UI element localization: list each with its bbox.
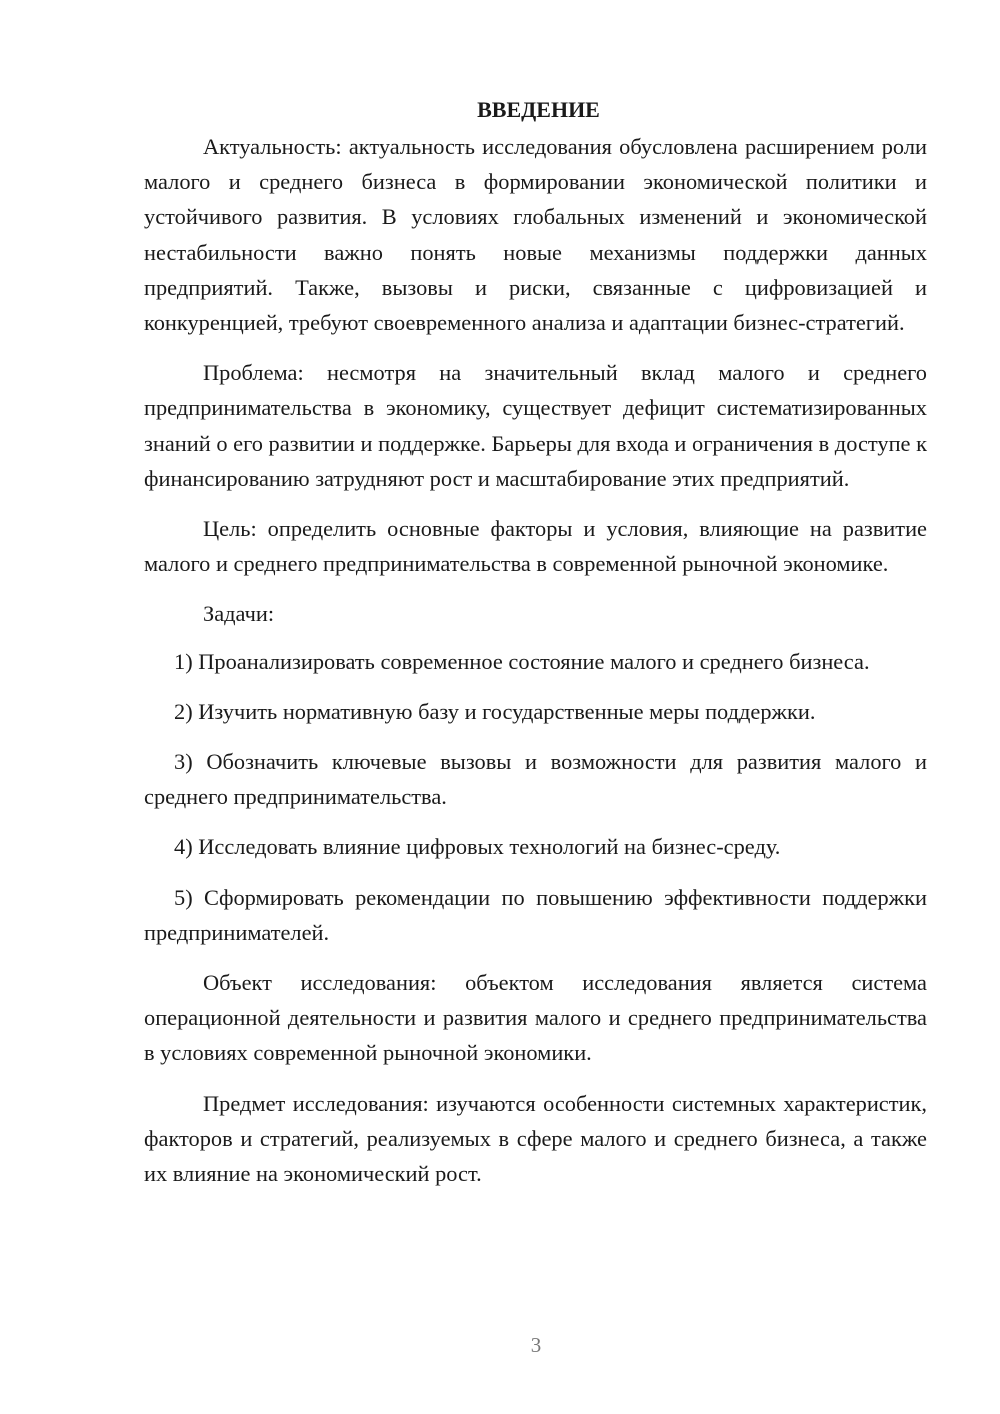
page-number: 3 [530, 1333, 542, 1357]
section-heading: ВВЕДЕНИЕ [477, 97, 600, 122]
tasks-label: Задачи: [203, 601, 275, 627]
problem-paragraph: Проблема: несмотря на значительный вклад малого и среднего предпринимательства в экономику, существует дефицит систематизированных знаний о его развитии и поддержке. Барьеры для входа и ограничения в доступе к финансированию затрудняют рост и масштабирование этих предприятий. [144, 360, 927, 491]
relevance-paragraph: Актуальность: актуальность исследования обусловлена расширением роли малого и среднего бизнеса в формировании экономической политики и устойчивого развития. В условиях глобальных изменений и экономической нестабильности важно понять новые механизмы поддержки данных предприятий. Также, вызовы и риски, связанные с цифровизацией и конкуренцией, требуют своевременного анализа и адаптации бизнес-стратегий. [144, 134, 927, 336]
subject-paragraph: Предмет исследования: изучаются особенности системных характеристик, факторов и стратегий, реализуемых в сфере малого и среднего бизнеса, а также их влияние на экономический рост. [144, 1090, 927, 1187]
task-item: 1) Проанализировать современное состояние малого и среднего бизнеса. [174, 648, 870, 674]
tasks-list [144, 644, 927, 950]
task-item: 5) Сформировать рекомендации по повышению эффективности поддержки предпринимателей. [144, 884, 927, 945]
task-item: 4) Исследовать влияние цифровых технологий на бизнес-среду. [174, 834, 781, 860]
goal-paragraph: Цель: определить основные факторы и условия, влияющие на развитие малого и среднего предпринимательства в современной рыночной экономике. [144, 516, 927, 577]
page-content [144, 92, 927, 1206]
task-item: 3) Обозначить ключевые вызовы и возможности для развития малого и среднего предпринимательства. [144, 749, 927, 810]
task-item: 2) Изучить нормативную базу и государственные меры поддержки. [174, 698, 816, 724]
object-paragraph: Объект исследования: объектом исследования является система операционной деятельности и развития малого и среднего предпринимательства в условиях современной рыночной экономики. [144, 970, 927, 1066]
